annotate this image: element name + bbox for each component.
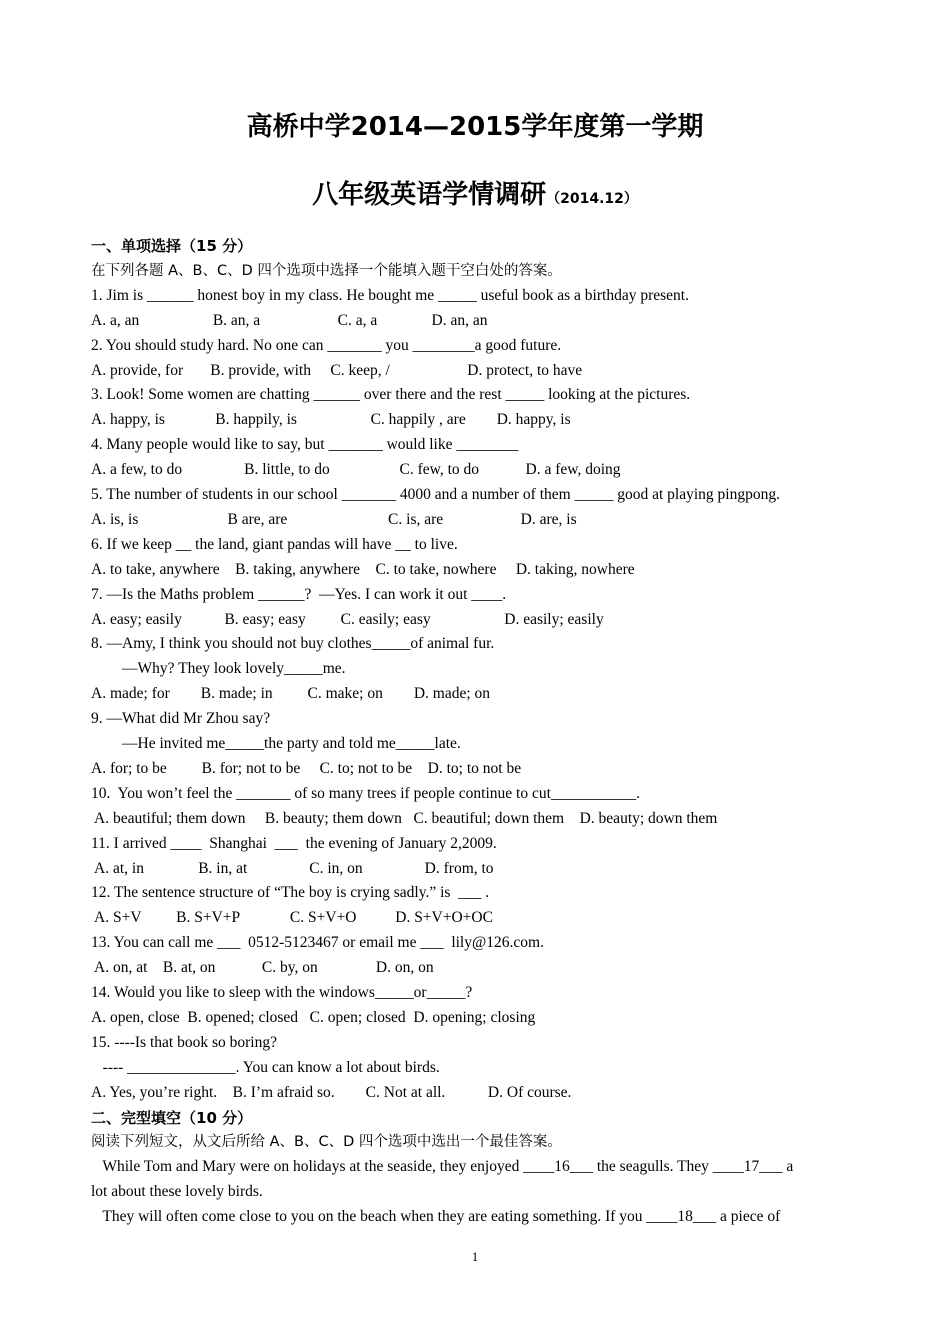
question-line: A. a, an B. an, a C. a, a D. an, an	[91, 312, 488, 329]
question-line: A. easy; easily B. easy; easy C. easily; easy D. easily; easily	[91, 611, 604, 628]
question-line: A. beautiful; them down B. beauty; them down C. beautiful; down them D. beauty; down them	[91, 810, 718, 827]
section-heading: 一、单项选择（15 分）	[91, 237, 253, 255]
question-line: —Why? They look lovely_____me.	[91, 660, 346, 677]
question-line: 13. You can call me ___ 0512-5123467 or email me ___ lily@126.com.	[91, 934, 544, 951]
question-line: A. is, is B are, are C. is, are D. are, is	[91, 511, 577, 528]
page-number: 1	[471, 1249, 479, 1264]
question-line: A. open, close B. opened; closed C. open; closed D. opening; closing	[91, 1009, 536, 1026]
question-line: 6. If we keep __ the land, giant pandas will have __ to live.	[91, 536, 458, 553]
exam-subtitle	[0, 174, 950, 211]
question-line: While Tom and Mary were on holidays at the seaside, they enjoyed ____16___ the seagulls. They ____17___ a	[91, 1158, 794, 1175]
exam-title: 高桥中学2014—2015学年度第一学期	[246, 112, 704, 142]
question-line: 5. The number of students in our school _______ 4000 and a number of them _____ good at playing pingpong.	[91, 486, 780, 503]
question-line: A. happy, is B. happily, is C. happily , are D. happy, is	[91, 411, 571, 428]
subtitle-text: 八年级英语学情调研	[312, 180, 547, 210]
question-line: A. Yes, you’re right. B. I’m afraid so. C. Not at all. D. Of course.	[91, 1084, 572, 1101]
question-line: 14. Would you like to sleep with the windows_____or_____?	[91, 984, 473, 1001]
question-line: A. provide, for B. provide, with C. keep, / D. protect, to have	[91, 362, 583, 379]
question-line: 1. Jim is ______ honest boy in my class. He bought me _____ useful book as a birthday present.	[91, 287, 689, 304]
question-line: 8. —Amy, I think you should not buy clothes_____of animal fur.	[91, 635, 495, 652]
question-line: 4. Many people would like to say, but _______ would like ________	[91, 436, 519, 453]
question-line: A. a few, to do B. little, to do C. few, to do D. a few, doing	[91, 461, 621, 478]
question-line: 9. —What did Mr Zhou say?	[91, 710, 271, 727]
question-line: A. on, at B. at, on C. by, on D. on, on	[91, 959, 434, 976]
question-line: A. made; for B. made; in C. make; on D. made; on	[91, 685, 491, 702]
instruction-text: 在下列各题 A、B、C、D 四个选项中选择一个能填入题干空白处的答案。	[91, 263, 562, 279]
question-line: —He invited me_____the party and told me_____late.	[91, 735, 461, 752]
question-line: lot about these lovely birds.	[91, 1183, 263, 1200]
question-line: A. S+V B. S+V+P C. S+V+O D. S+V+O+OC	[91, 909, 493, 926]
question-line: 3. Look! Some women are chatting ______ over there and the rest _____ looking at the pictures.	[91, 386, 691, 403]
section-heading: 二、完型填空（10 分）	[91, 1109, 253, 1127]
question-line: ---- ______________. You can know a lot about birds.	[91, 1059, 440, 1076]
question-line: 2. You should study hard. No one can _______ you ________a good future.	[91, 337, 562, 354]
instruction-text: 阅读下列短文，从文后所给 A、B、C、D 四个选项中选出一个最佳答案。	[91, 1134, 562, 1150]
question-line: 15. ----Is that book so boring?	[91, 1034, 277, 1051]
question-line: A. to take, anywhere B. taking, anywhere C. to take, nowhere D. taking, nowhere	[91, 561, 635, 578]
question-line: 7. —Is the Maths problem ______? —Yes. I can work it out ____.	[91, 586, 507, 603]
question-line: 10. You won’t feel the _______ of so many trees if people continue to cut___________.	[91, 785, 641, 802]
exam-date: （2014.12）	[546, 191, 638, 207]
question-line: A. for; to be B. for; not to be C. to; not to be D. to; to not be	[91, 760, 522, 777]
question-line: A. at, in B. in, at C. in, on D. from, to	[91, 860, 494, 877]
question-line: 11. I arrived ____ Shanghai ___ the evening of January 2,2009.	[91, 835, 497, 852]
question-line: 12. The sentence structure of “The boy is crying sadly.” is ___ .	[91, 884, 490, 901]
question-line: They will often come close to you on the beach when they are eating something. If you ____18___ a piece of	[91, 1208, 781, 1225]
